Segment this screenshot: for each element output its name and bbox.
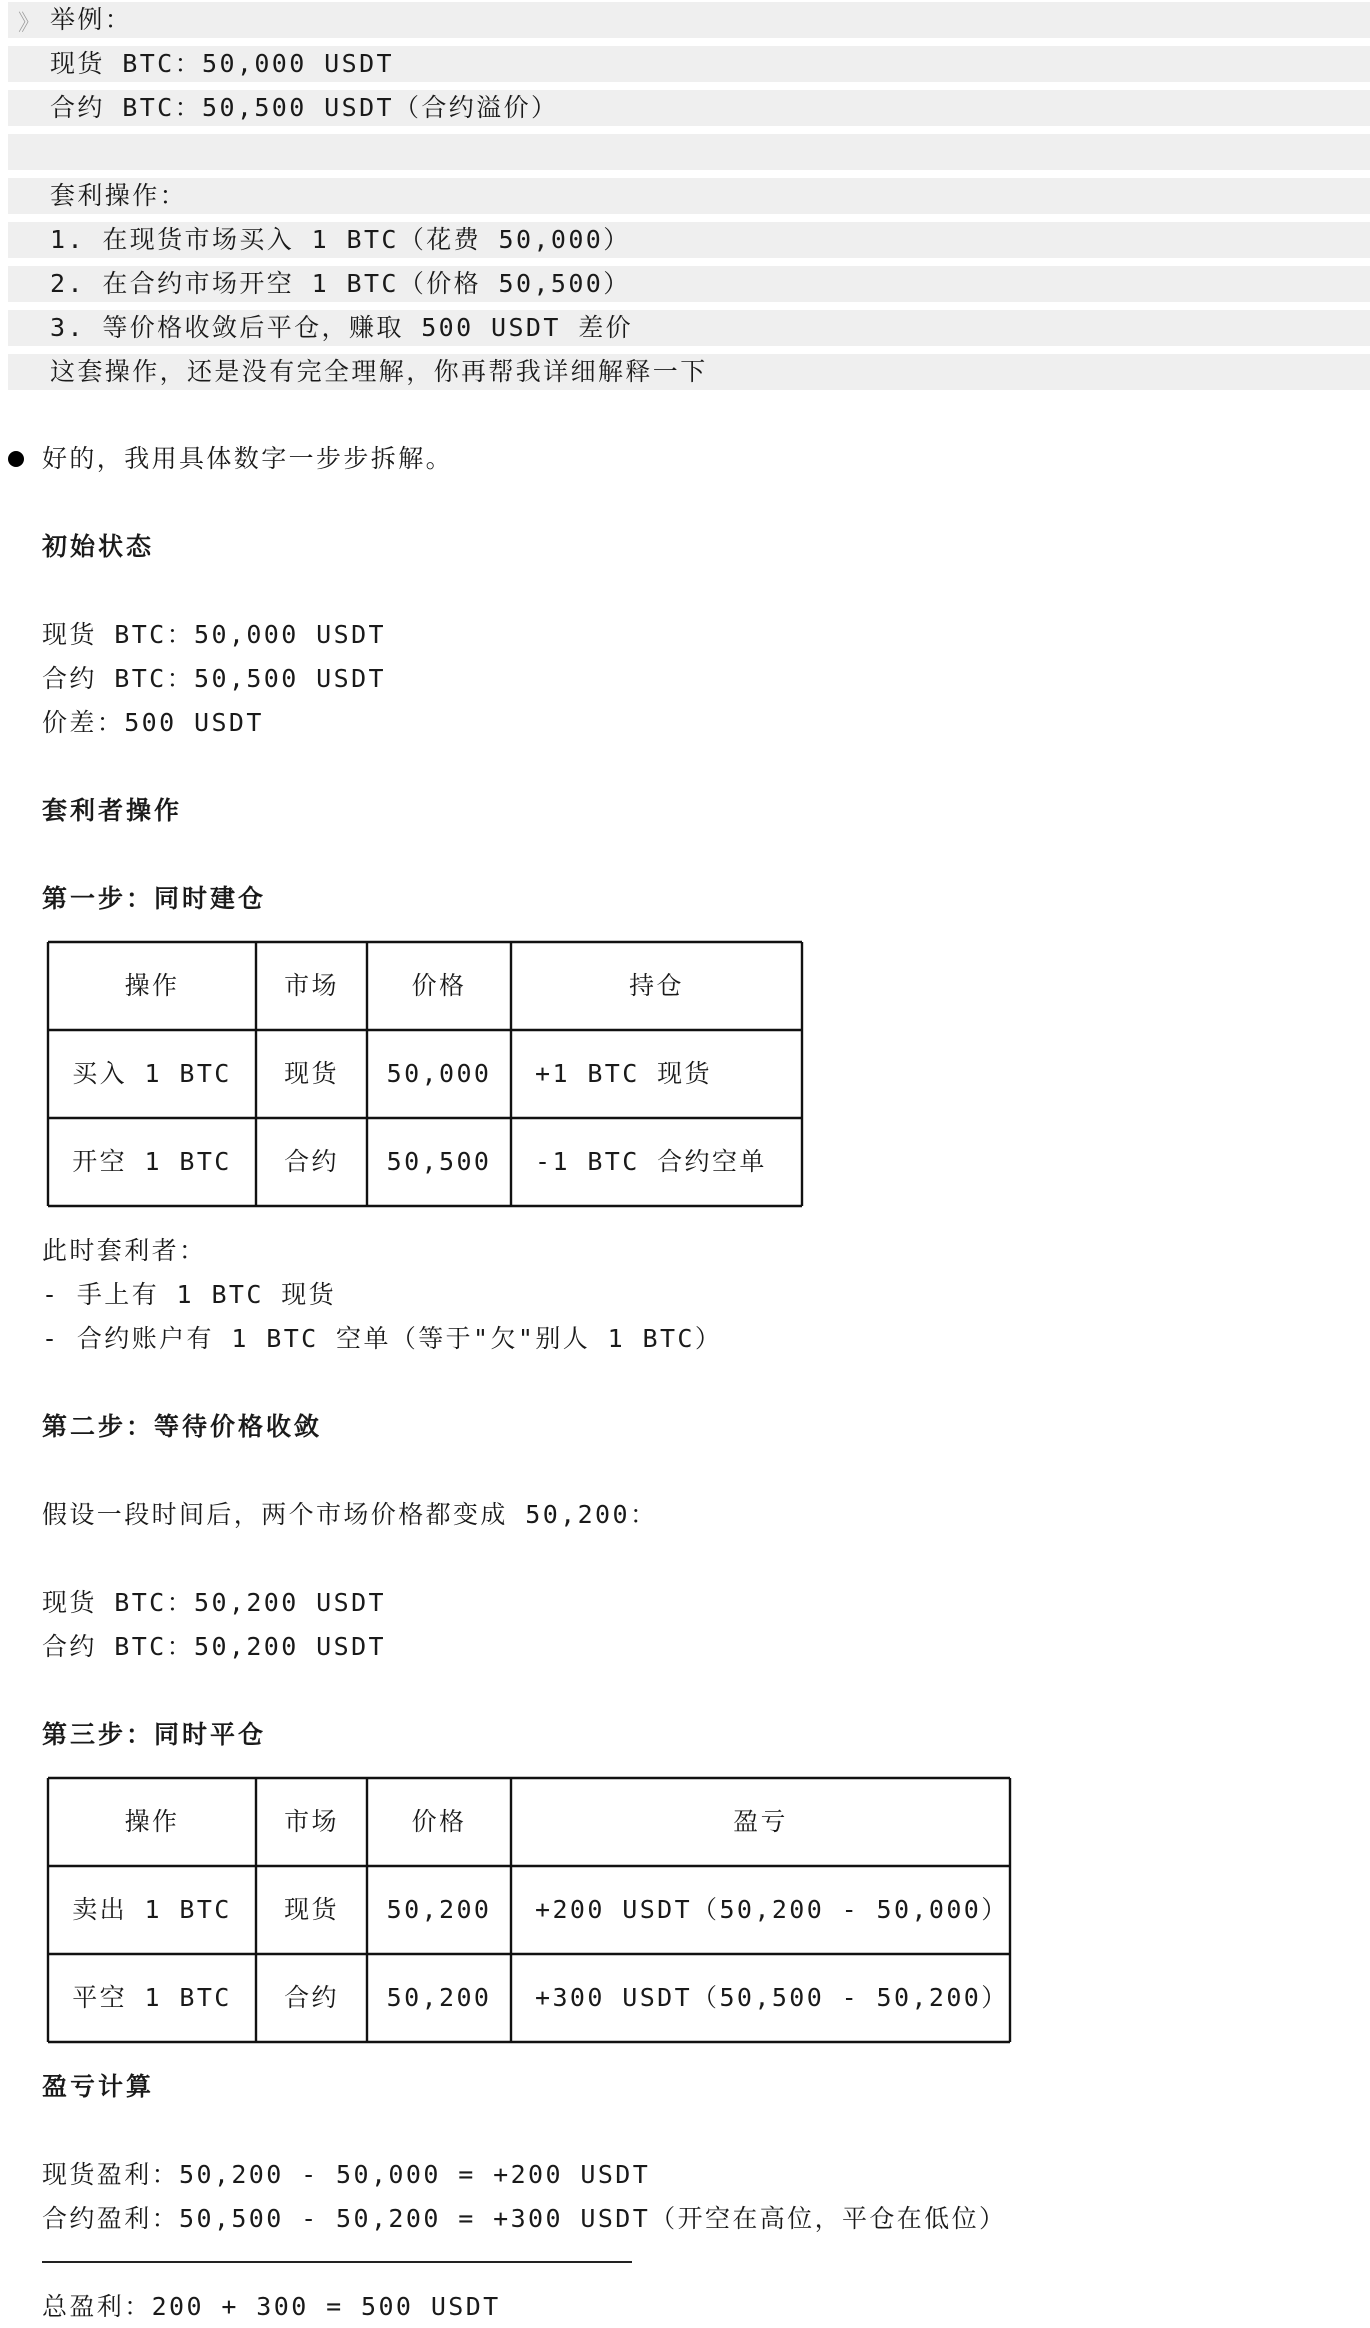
- table-cell: +300 USDT（50,500 - 50,200）: [535, 1983, 1009, 2012]
- table-cell: 合约: [284, 1147, 339, 1176]
- table-header-cell: 盈亏: [733, 1807, 788, 1836]
- table-header-cell: 市场: [284, 971, 339, 1000]
- table-header-cell: 操作: [124, 1807, 180, 1836]
- prompt-line: 1. 在现货市场买入 1 BTC（花费 50,000）: [50, 225, 631, 254]
- table-cell: 50,500: [386, 1147, 492, 1176]
- section-heading: 盈亏计算: [42, 2072, 155, 2101]
- table-cell: 50,200: [386, 1895, 492, 1924]
- table-cell: 卖出 1 BTC: [72, 1895, 232, 1924]
- text-line: 现货 BTC：50,000 USDT: [42, 620, 386, 649]
- table-cell: 平空 1 BTC: [72, 1983, 232, 2012]
- text-line: 合约 BTC：50,200 USDT: [42, 1632, 386, 1661]
- prompt-line: 现货 BTC：50,000 USDT: [50, 49, 394, 78]
- prompt-line: 2. 在合约市场开空 1 BTC（价格 50,500）: [50, 269, 631, 298]
- table-cell: +1 BTC 现货: [535, 1059, 712, 1088]
- response-intro: 好的，我用具体数字一步步拆解。: [42, 444, 454, 473]
- prompt-line: 套利操作：: [50, 181, 188, 210]
- table-header-cell: 操作: [124, 971, 180, 1000]
- step-heading: 第一步：同时建仓: [42, 884, 267, 913]
- text-line: - 手上有 1 BTC 现货: [42, 1280, 337, 1309]
- prompt-line: 这套操作，还是没有完全理解，你再帮我详细解释一下: [50, 357, 708, 386]
- step-heading: 第三步：同时平仓: [42, 1720, 267, 1749]
- collapse-chevron-icon[interactable]: 》: [18, 11, 43, 36]
- step-heading: 第二步：等待价格收敛: [42, 1412, 323, 1441]
- table-header-cell: 价格: [411, 1807, 467, 1836]
- prompt-line: 举例：: [50, 5, 133, 34]
- table-cell: 开空 1 BTC: [72, 1147, 232, 1176]
- table-cell: +200 USDT（50,200 - 50,000）: [535, 1895, 1009, 1924]
- prompt-line: 合约 BTC：50,500 USDT（合约溢价）: [50, 93, 559, 122]
- table-cell: 合约: [284, 1983, 339, 2012]
- section-heading: 初始状态: [42, 532, 155, 561]
- text-line: 假设一段时间后，两个市场价格都变成 50,200：: [42, 1500, 658, 1529]
- table-cell: 现货: [284, 1059, 339, 1088]
- text-line: 现货盈利：50,200 - 50,000 = +200 USDT: [42, 2160, 651, 2189]
- table-cell: -1 BTC 合约空单: [535, 1147, 767, 1176]
- table-cell: 买入 1 BTC: [72, 1059, 232, 1088]
- text-line: 此时套利者：: [42, 1236, 207, 1265]
- table-cell: 现货: [284, 1895, 339, 1924]
- text-line: 现货 BTC：50,200 USDT: [42, 1588, 386, 1617]
- prompt-line: 3. 等价格收敛后平仓，赚取 500 USDT 差价: [50, 313, 634, 342]
- text-line: 合约 BTC：50,500 USDT: [42, 664, 386, 693]
- table-header-cell: 市场: [284, 1807, 339, 1836]
- text-line: 合约盈利：50,500 - 50,200 = +300 USDT（开空在高位，平仓在低位）: [42, 2204, 1007, 2233]
- total-divider: [42, 2261, 632, 2263]
- text-line: 价差：500 USDT: [42, 708, 264, 737]
- text-line: - 合约账户有 1 BTC 空单（等于"欠"别人 1 BTC）: [42, 1324, 723, 1353]
- table-cell: 50,200: [386, 1983, 492, 2012]
- table-cell: 50,000: [386, 1059, 492, 1088]
- total-line: 总盈利：200 + 300 = 500 USDT: [42, 2292, 501, 2321]
- table-header-cell: 持仓: [629, 971, 684, 1000]
- section-heading: 套利者操作: [42, 796, 183, 825]
- table-header-cell: 价格: [411, 971, 467, 1000]
